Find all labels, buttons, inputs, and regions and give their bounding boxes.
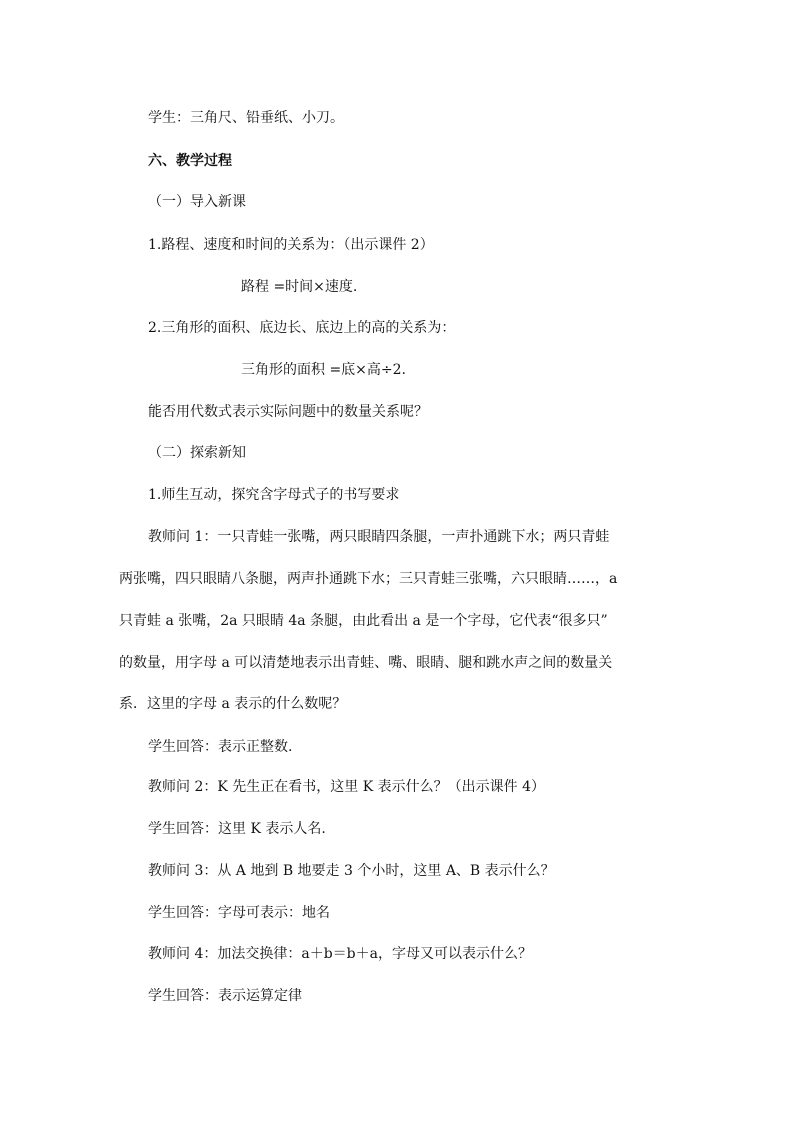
- subsection-heading-explore: （二）探索新知: [148, 445, 246, 461]
- paragraph-distance-relation: 1.路程、速度和时间的关系为：（出示课件 2）: [148, 237, 434, 253]
- paragraph-teacher-question-1-line-3: 只青蛙 a 张嘴，2a 只眼睛 4a 条腿，由此看出 a 是一个字母，它代表“很多只”: [119, 613, 608, 629]
- paragraph-teacher-question-1-line-4: 的数量，用字母 a 可以清楚地表示出青蛙、嘴、眼睛、腿和跳水声之间的数量关: [119, 655, 613, 671]
- teacher-question-4: 教师问 4：加法交换律：a＋b＝b＋a，字母又可以表示什么？: [148, 946, 532, 962]
- paragraph-triangle-relation: 2.三角形的面积、底边长、底边上的高的关系为：: [148, 320, 456, 336]
- paragraph-teacher-question-1-line-2: 两张嘴，四只眼睛八条腿，两声扑通跳下水；三只青蛙三张嘴，六只眼睛……，a: [119, 571, 618, 587]
- teacher-question-2: 教师问 2：K 先生正在看书，这里 K 表示什么？（出示课件 4）: [148, 779, 545, 795]
- student-answer-4: 学生回答：表示运算定律: [148, 988, 302, 1004]
- student-answer-3: 学生回答：字母可表示：地名: [148, 905, 330, 921]
- student-answer-1: 学生回答：表示正整数.: [148, 739, 293, 755]
- subsection-heading-intro: （一）导入新课: [148, 194, 246, 210]
- materials-line: 学生：三角尺、铅垂纸、小刀。: [148, 110, 344, 126]
- formula-distance: 路程 =时间×速度.: [241, 279, 358, 295]
- student-answer-2: 学生回答：这里 K 表示人名.: [148, 821, 326, 837]
- section-heading-teaching-process: 六、教学过程: [148, 153, 232, 169]
- paragraph-interaction: 1.师生互动，探究含字母式子的书写要求: [148, 487, 400, 503]
- formula-triangle-area: 三角形的面积 =底×高÷2.: [241, 362, 406, 378]
- teacher-question-3: 教师问 3：从 A 地到 B 地要走 3 个小时，这里 A、B 表示什么？: [148, 863, 555, 879]
- paragraph-teacher-question-1-line-5: 系．这里的字母 a 表示的什么数呢？: [119, 696, 347, 712]
- paragraph-teacher-question-1-line-1: 教师问 1：一只青蛙一张嘴，两只眼睛四条腿，一声扑通跳下水；两只青蛙: [148, 529, 610, 545]
- paragraph-question: 能否用代数式表示实际问题中的数量关系呢？: [148, 404, 428, 420]
